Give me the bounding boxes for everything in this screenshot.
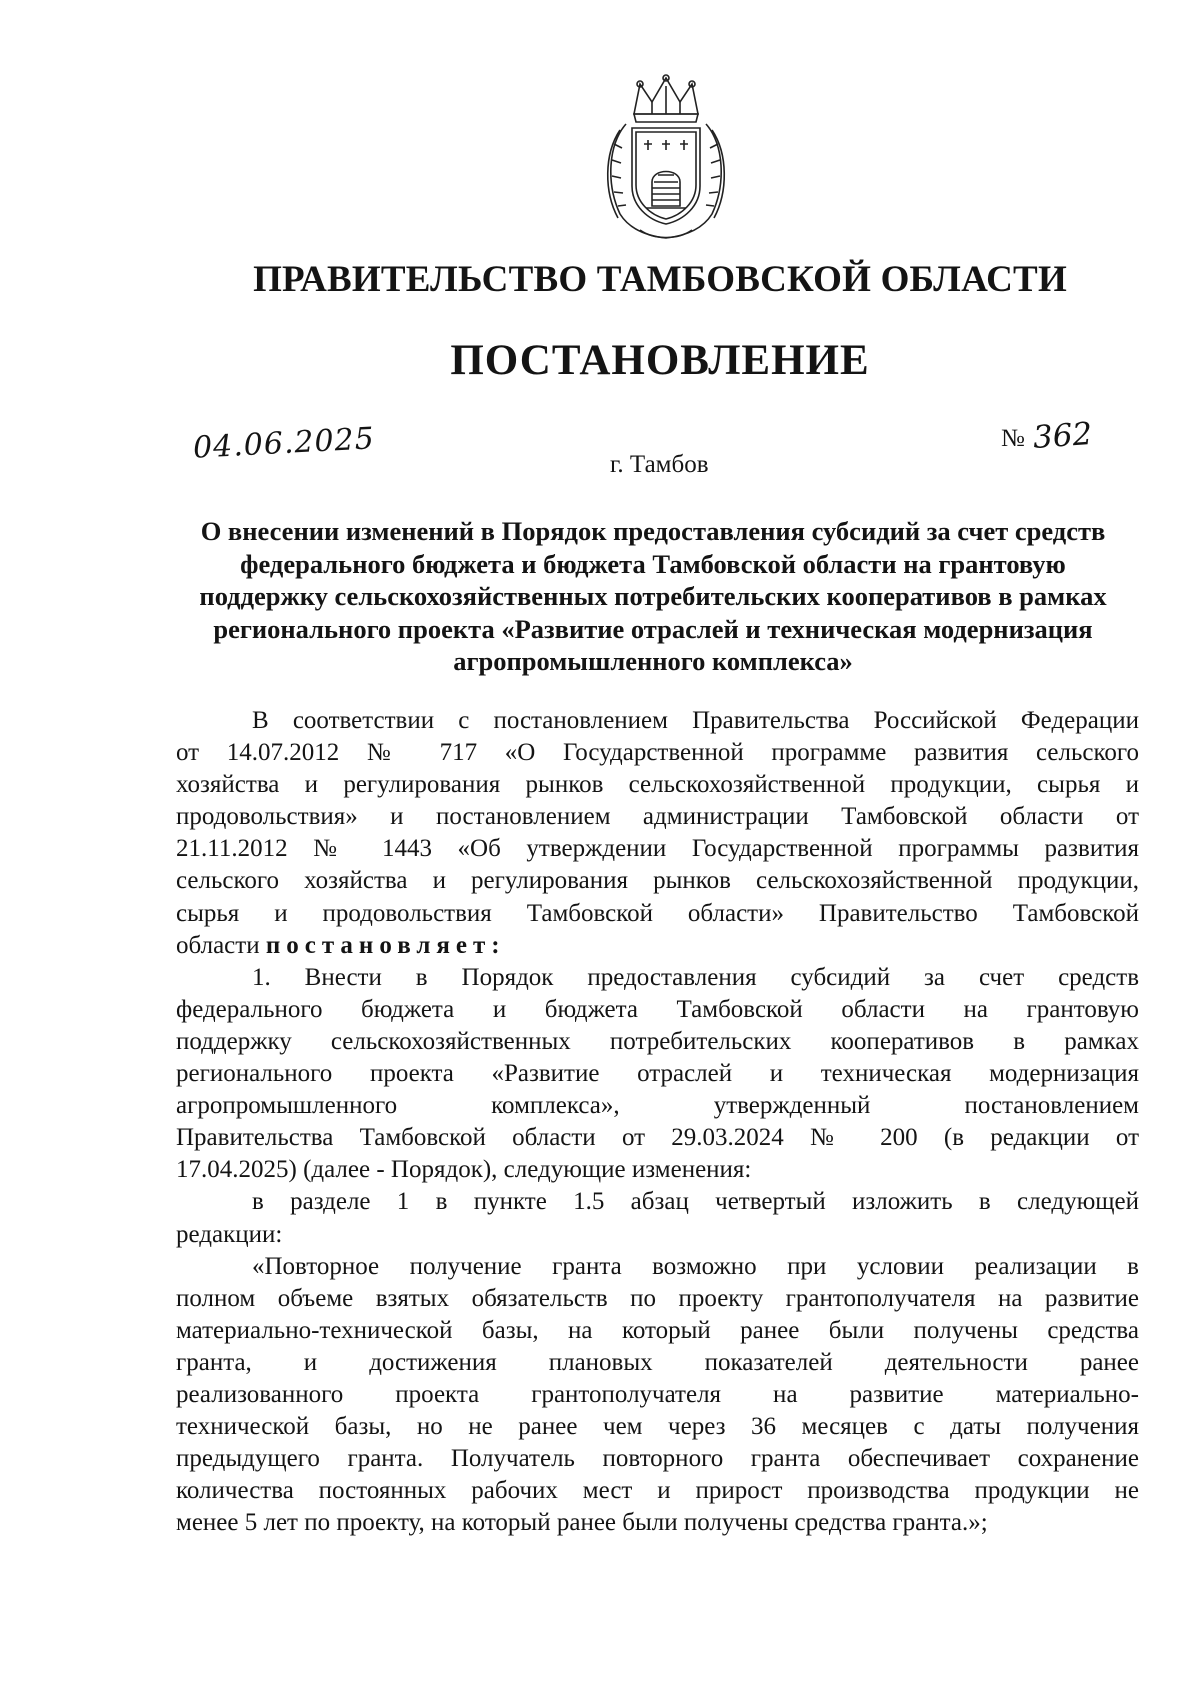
item1-line: агропромышленного комплекса», утвержденный постановлением: [176, 1092, 1139, 1120]
government-title: ПРАВИТЕЛЬСТВО ТАМБОВСКОЙ ОБЛАСТИ: [253, 259, 1067, 300]
preamble-last-line: [176, 930, 1139, 962]
preamble-line: хозяйства и регулирования рынков сельскохозяйственной продукции, сырья и: [176, 771, 1139, 799]
document-subject: [178, 515, 1128, 678]
subject-line: агропромышленного комплекса»: [453, 646, 853, 676]
quote-line: полном объеме взятых обязательств по проекту грантополучателя на развитие: [176, 1284, 1139, 1312]
item1-line: 1. Внести в Порядок предоставления субсидий за счет средств: [252, 963, 1139, 991]
item1-line: регионального проекта «Развитие отраслей и техническая модернизация: [176, 1060, 1139, 1088]
document-type-title: ПОСТАНОВЛЕНИЕ: [450, 337, 870, 384]
preamble-last-word: области: [176, 931, 260, 959]
item1-line: поддержку сельскохозяйственных потребительских кооперативов в рамках: [176, 1027, 1139, 1055]
number-value: 362: [1031, 415, 1094, 457]
number-label: №: [1001, 425, 1025, 452]
quote-line: материально-технической базы, на который ранее были получены средства: [176, 1316, 1139, 1344]
quote-line: технической базы, но не ранее чем через 36 месяцев с даты получения: [176, 1413, 1139, 1441]
document-number: [1001, 415, 1094, 457]
decree-word: постановляет:: [265, 931, 506, 959]
quote-line: «Повторное получение гранта возможно при условии реализации в: [252, 1252, 1139, 1280]
subject-line: регионального проекта «Развитие отраслей и техническая модернизация: [213, 613, 1093, 644]
item1-last-line: 17.04.2025) (далее - Порядок), следующие изменения:: [176, 1156, 752, 1184]
document-body: [176, 705, 1139, 1539]
subject-line: О внесении изменений в Порядок предоставления субсидий за счет средств: [200, 516, 1106, 546]
preamble-line: сельского хозяйства и регулирования рынков сельскохозяйственной продукции,: [176, 867, 1139, 895]
item1-line: Правительства Тамбовской области от 29.03.2024 № 200 (в редакции от: [176, 1124, 1139, 1152]
subject-line: поддержку сельскохозяйственных потребительских кооперативов в рамках: [199, 581, 1107, 611]
quote-line: гранта, и достижения плановых показателей деятельности ранее: [176, 1348, 1139, 1376]
section-line: в разделе 1 в пункте 1.5 абзац четвертый изложить в следующей: [252, 1188, 1139, 1216]
preamble-line: сырья и продовольствия Тамбовской области» Правительство Тамбовской: [176, 899, 1139, 927]
section-last-line: редакции:: [176, 1220, 283, 1248]
preamble-line: продовольствия» и постановлением администрации Тамбовской области от: [176, 803, 1139, 831]
document-date: 04.06.2025: [192, 421, 376, 466]
subject-line: федерального бюджета и бюджета Тамбовской области на грантовую: [240, 548, 1066, 579]
preamble-line: В соответствии с постановлением Правительства Российской Федерации: [252, 707, 1139, 734]
quote-line: реализованного проекта грантополучателя на развитие материально-: [176, 1380, 1139, 1408]
tambov-coat-of-arms-emblem: [600, 74, 732, 242]
document-city: г. Тамбов: [610, 451, 709, 478]
preamble-line: от 14.07.2012 № 717 «О Государственной программе развития сельского: [176, 739, 1139, 767]
preamble-line: 21.11.2012 № 1443 «Об утверждении Государственной программы развития: [176, 835, 1139, 863]
quote-line: предыдущего гранта. Получатель повторного гранта обеспечивает сохранение: [176, 1445, 1139, 1473]
item1-line: федерального бюджета и бюджета Тамбовской области на грантовую: [176, 995, 1139, 1023]
quote-line: количества постоянных рабочих мест и прирост производства продукции не: [176, 1477, 1139, 1505]
quote-last-line: менее 5 лет по проекту, на который ранее были получены средства гранта.»;: [176, 1509, 988, 1537]
